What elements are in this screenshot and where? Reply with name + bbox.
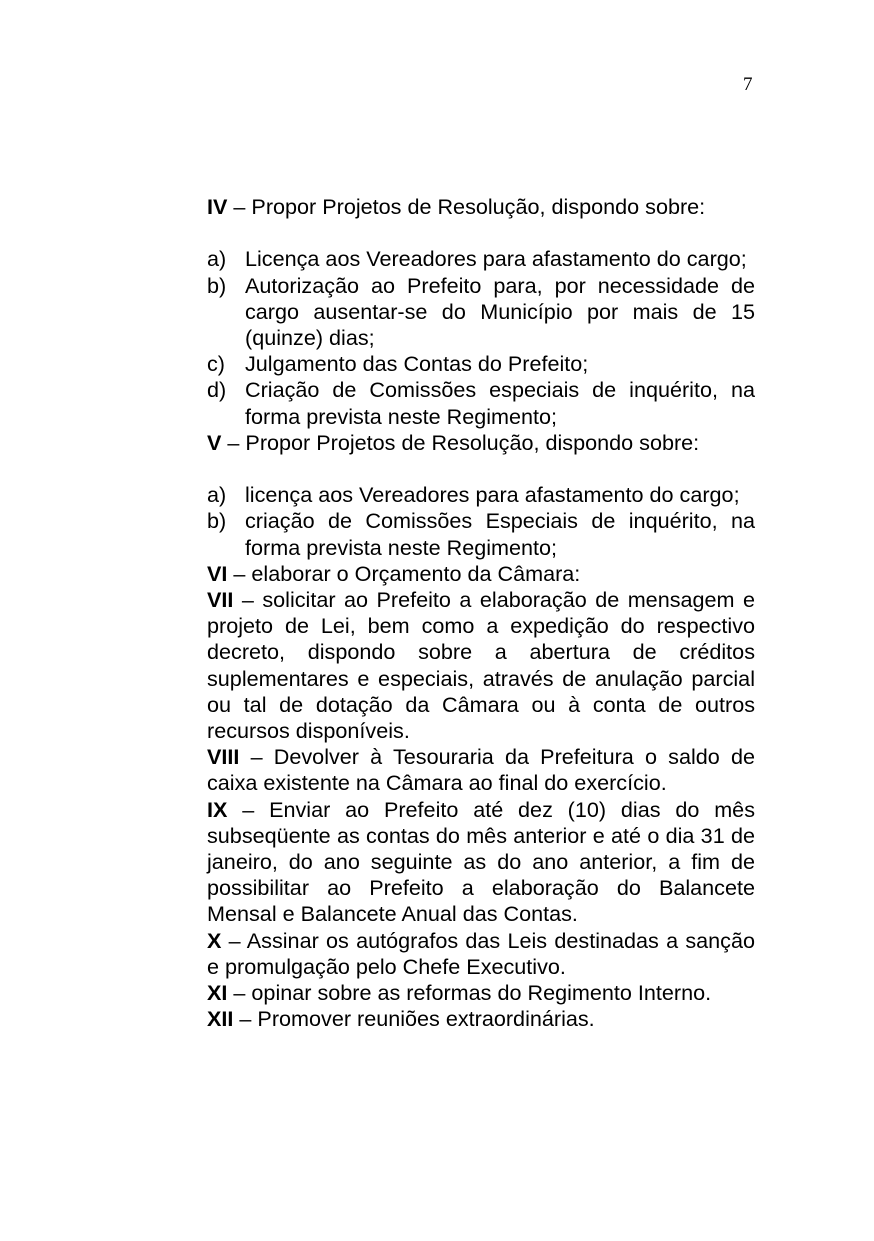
list-item: a) Licença aos Vereadores para afastamento do cargo; xyxy=(207,246,747,272)
document-body xyxy=(207,194,755,1032)
section-text: opinar sobre as reformas do Regimento Interno. xyxy=(251,980,712,1006)
section-numeral: XI xyxy=(207,980,228,1006)
section-xii: XII – Promover reuniões extraordinárias. xyxy=(207,1006,595,1032)
section-ix: IX – Enviar ao Prefeito até dez (10) dias do mês subseqüente as contas do mês anterior e até o dia 31 de janeiro, do ano seguinte as do ano anterior, a fim de possibilitar ao Prefeito a elaboração do Balancete Mensal e Balancete Anual das Contas. xyxy=(207,796,755,927)
section-text: Assinar os autógrafos das Leis destinadas a sanção e promulgação pelo Chefe Executivo. xyxy=(207,927,755,979)
section-numeral: IX xyxy=(207,796,228,822)
section-numeral: IV xyxy=(207,194,228,219)
section-viii: VIII – Devolver à Tesouraria da Prefeitura o saldo de caixa existente na Câmara ao final do exercício. xyxy=(207,744,755,796)
section-text: solicitar ao Prefeito a elaboração de mensagem e projeto de Lei, bem como a expedição do respectivo decreto, dispondo sobre a abertura de créditos suplementares e especiais, através de anulação parcial ou tal de dotação da Câmara ou à conta de outros recursos disponíveis. xyxy=(207,587,755,744)
page-number: 7 xyxy=(743,74,753,95)
section-numeral: VI xyxy=(207,560,228,586)
list-item: d) Criação de Comissões especiais de inquérito, na forma prevista neste Regimento; xyxy=(207,377,755,429)
section-vii: VII – solicitar ao Prefeito a elaboração de mensagem e projeto de Lei, bem como a expedição do respectivo decreto, dispondo sobre a abertura de créditos suplementares e especiais, através de anulação parcial ou tal de dotação da Câmara ou à conta de outros recursos disponíveis. xyxy=(207,587,755,744)
section-text: Promover reuniões extraordinárias. xyxy=(257,1006,595,1032)
section-iv: IV – Propor Projetos de Resolução, dispondo sobre: xyxy=(207,194,706,219)
list-item: b) criação de Comissões Especiais de inquérito, na forma prevista neste Regimento; xyxy=(207,508,755,560)
list-item: c) Julgamento das Contas do Prefeito; xyxy=(207,351,589,377)
section-x: X – Assinar os autógrafos das Leis destinadas a sanção e promulgação pelo Chefe Executivo. xyxy=(207,927,755,979)
list-item: a) licença aos Vereadores para afastamento do cargo; xyxy=(207,482,740,508)
section-text: elaborar o Orçamento da Câmara: xyxy=(251,560,581,586)
section-text: Devolver à Tesouraria da Prefeitura o saldo de caixa existente na Câmara ao final do exercício. xyxy=(207,744,755,796)
section-xi: XI – opinar sobre as reformas do Regimento Interno. xyxy=(207,980,712,1006)
section-numeral: VII xyxy=(207,587,234,613)
section-text: Enviar ao Prefeito até dez (10) dias do mês subseqüente as contas do mês anterior e até o dia 31 de janeiro, do ano seguinte as do ano anterior, a fim de possibilitar ao Prefeito a elaboração do Balancete Mensal e Balancete Anual das Contas. xyxy=(207,796,755,927)
section-numeral: XII xyxy=(207,1006,234,1032)
section-numeral: V xyxy=(207,429,222,455)
section-numeral: VIII xyxy=(207,744,240,770)
section-v: V – Propor Projetos de Resolução, dispondo sobre: xyxy=(207,429,700,455)
section-numeral: X xyxy=(207,927,222,953)
section-vi: VI – elaborar o Orçamento da Câmara: xyxy=(207,560,581,586)
list-item: b) Autorização ao Prefeito para, por necessidade de cargo ausentar-se do Município por mais de 15 (quinze) dias; xyxy=(207,272,755,350)
section-text: Propor Projetos de Resolução, dispondo sobre: xyxy=(251,194,706,219)
section-text: Propor Projetos de Resolução, dispondo sobre: xyxy=(245,429,700,455)
